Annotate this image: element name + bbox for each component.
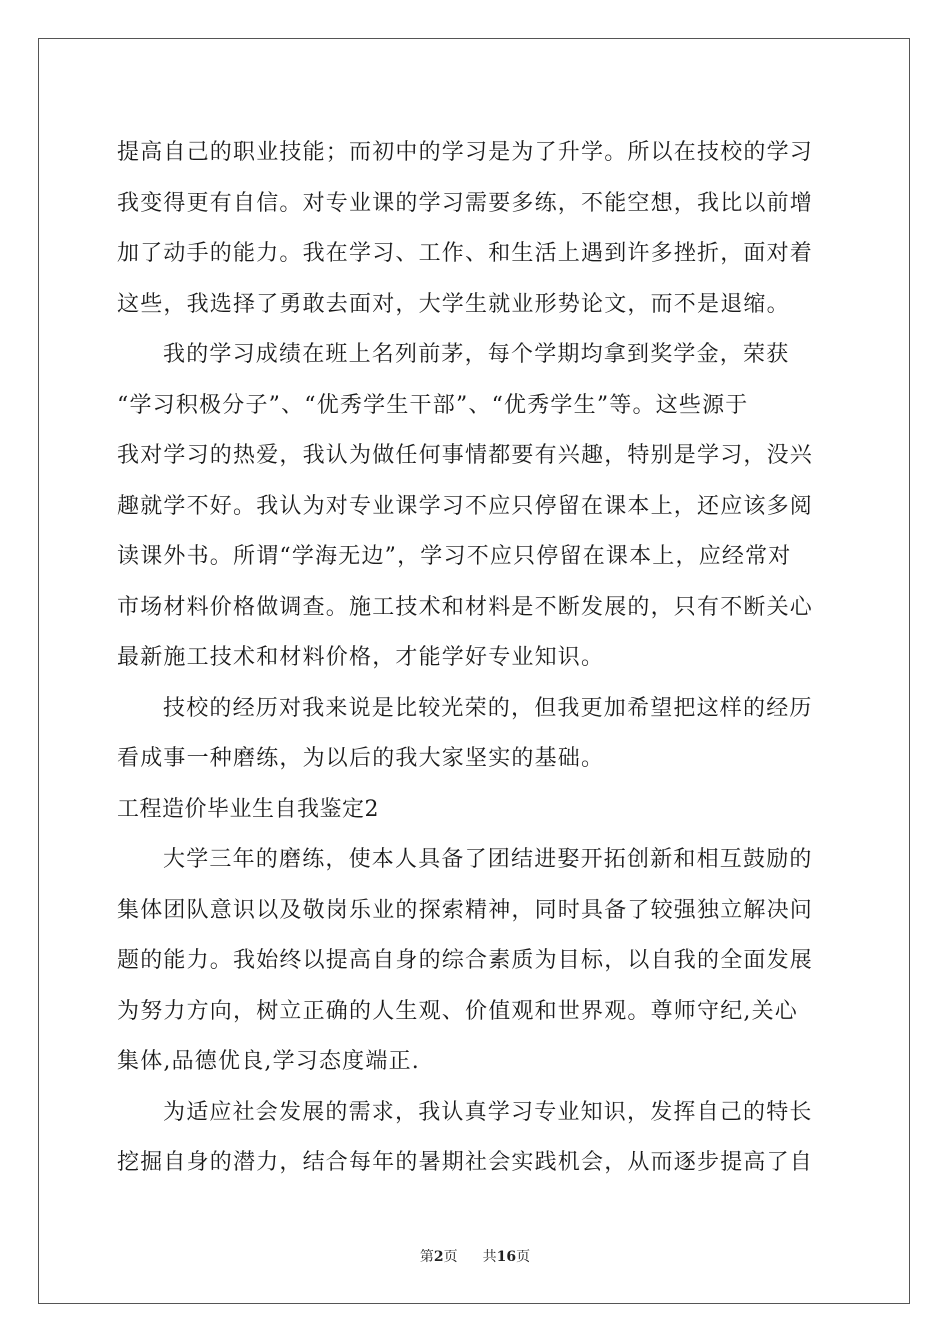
paragraph-line: 挖掘自身的潜力，结合每年的暑期社会实践机会，从而逐步提高了自 bbox=[117, 1150, 814, 1175]
page-prefix: 第 bbox=[419, 1249, 434, 1265]
paragraph-line: 市场材料价格做调查。施工技术和材料是不断发展的，只有不断关心 bbox=[117, 594, 814, 620]
page-suffix: 页 bbox=[443, 1249, 458, 1265]
paragraph-line: 为努力方向，树立正确的人生观、价值观和世界观。尊师守纪,关心 bbox=[117, 998, 798, 1024]
paragraph-line: 加了动手的能力。我在学习、工作、和生活上遇到许多挫折，面对着 bbox=[117, 241, 814, 266]
paragraph-line: 题的能力。我始终以提高自身的综合素质为目标，以自我的全面发展 bbox=[117, 948, 814, 973]
paragraph-line: 大学三年的磨练，使本人具备了团结进娶开拓创新和相互鼓励的 bbox=[163, 847, 813, 872]
page-number: 2 bbox=[433, 1249, 444, 1265]
section-heading: 工程造价毕业生自我鉴定2 bbox=[117, 796, 379, 822]
paragraph-line: 我对学习的热爱，我认为做任何事情都要有兴趣，特别是学习，没兴 bbox=[117, 443, 814, 468]
paragraph-line: 集体团队意识以及敬岗乐业的探索精神，同时具备了较强独立解决问 bbox=[117, 897, 814, 923]
document-body bbox=[117, 128, 833, 1189]
total-pages-indicator bbox=[483, 1246, 530, 1266]
paragraph-line: 看成事一种磨练，为以后的我大家坚实的基础。 bbox=[117, 746, 605, 771]
paragraph-line: “学习积极分子”、“优秀学生干部”、“优秀学生”等。这些源于 bbox=[117, 392, 749, 418]
page-footer bbox=[0, 1246, 950, 1266]
paragraph-line: 提高自己的职业技能；而初中的学习是为了升学。所以在技校的学习 bbox=[117, 140, 814, 165]
total-prefix: 共 bbox=[482, 1249, 497, 1265]
paragraph-line: 最新施工技术和材料价格，才能学好专业知识。 bbox=[117, 645, 605, 670]
page-indicator bbox=[420, 1246, 458, 1266]
paragraph-line: 集体,品德优良,学习态度端正. bbox=[117, 1049, 420, 1074]
paragraph-line: 技校的经历对我来说是比较光荣的，但我更加希望把这样的经历 bbox=[163, 695, 813, 721]
paragraph-line: 读课外书。所谓“学海无边”，学习不应只停留在课本上，应经常对 bbox=[117, 544, 792, 569]
paragraph-line: 我变得更有自信。对专业课的学习需要多练，不能空想，我比以前增 bbox=[117, 190, 814, 216]
paragraph-line: 我的学习成绩在班上名列前茅，每个学期均拿到奖学金，荣获 bbox=[163, 342, 790, 367]
total-pages: 16 bbox=[496, 1249, 517, 1265]
paragraph-line: 这些，我选择了勇敢去面对，大学生就业形势论文，而不是退缩。 bbox=[117, 291, 790, 317]
paragraph-line: 为适应社会发展的需求，我认真学习专业知识，发挥自己的特长 bbox=[163, 1099, 813, 1125]
total-suffix: 页 bbox=[516, 1249, 531, 1265]
paragraph-line: 趣就学不好。我认为对专业课学习不应只停留在课本上，还应该多阅 bbox=[117, 493, 814, 519]
